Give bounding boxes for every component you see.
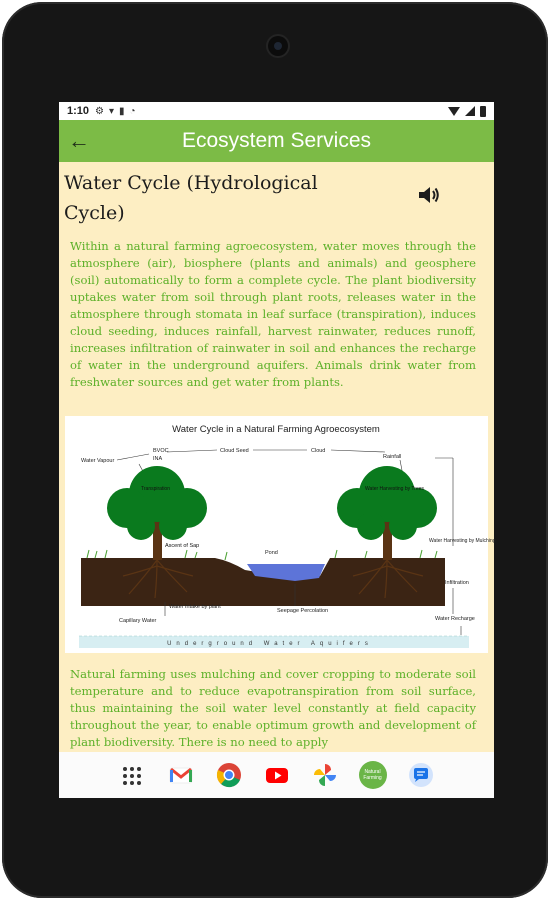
chrome-icon[interactable] xyxy=(215,761,243,789)
diagram-canvas xyxy=(65,416,496,653)
paragraph-mulching: Natural farming uses mulching and cover cropping to moderate soil temperature and to reduce evapotranspiration from soil surface, thus maintaining the soil water level constantly at field capacity throughout the year, to enable optimum growth and development of plant biodiversity. There is no need to apply xyxy=(70,667,476,749)
apps-grid-icon[interactable] xyxy=(119,761,147,789)
label-recharge: Water Recharge xyxy=(435,616,475,622)
status-bar xyxy=(59,102,494,120)
app-title: Ecosystem Services xyxy=(181,129,372,152)
label-capillary: Capillary Water xyxy=(119,618,157,624)
label-infiltration: Infiltration xyxy=(445,580,469,586)
settings-icon: ⚙ xyxy=(95,105,104,117)
shield-icon: ▾ xyxy=(109,105,115,117)
label-transpiration: Transpiration xyxy=(141,486,170,492)
youtube-icon[interactable] xyxy=(263,761,291,789)
label-water-vapour: Water Vapour xyxy=(81,458,115,464)
messages-icon[interactable] xyxy=(407,761,435,789)
label-ina: INA xyxy=(153,456,163,462)
water-cycle-diagram xyxy=(65,416,496,653)
notification-icon: ◔ xyxy=(129,105,136,117)
label-seepage: Seepage Percolation xyxy=(277,608,329,614)
content-area[interactable] xyxy=(59,162,494,752)
gmail-icon[interactable] xyxy=(167,761,195,789)
speaker-icon[interactable] xyxy=(417,184,441,206)
label-pond: Pond xyxy=(265,550,278,556)
paragraph-water-cycle: Within a natural farming agroecosystem, water moves through the atmosphere (air), biosphere (plants and animals) and geosphere (soil) automatically to form a complete cycle. The plant biodiversity uptakes water from soil through plant roots, releases water in the atmosphere through stomata in leaf surface (transpiration), induces cloud seeding, induces rainfall, harvest rainwater, reduces runoff, increases infiltration of rainwater in soil and enhances the recharge of water in the underground aquifers. Animals drink water from freshwater sources and get water from plants. xyxy=(70,239,476,389)
app-dock xyxy=(59,752,494,798)
label-harvest-mulching: Water Harvesting by Mulching xyxy=(429,538,496,544)
label-water-intake: Water Intake by plant xyxy=(169,604,221,610)
label-cloud-seed: Cloud Seed xyxy=(220,448,249,454)
label-rainfall: Rainfall xyxy=(383,454,402,460)
battery-icon xyxy=(480,106,486,117)
diagram-title: Water Cycle in a Natural Farming Agroecosystem xyxy=(172,424,380,435)
label-ascent-sap: Ascent of Sap xyxy=(165,543,200,549)
signal-icon xyxy=(465,106,475,116)
label-harvest-trees: Water Harvesting by Trees xyxy=(365,486,425,492)
screen xyxy=(59,102,494,798)
front-camera xyxy=(268,36,288,56)
section-title: Water Cycle (Hydrological Cycle) xyxy=(64,172,318,224)
arrow-left-icon[interactable]: ← xyxy=(68,128,90,153)
photos-icon[interactable] xyxy=(311,761,339,789)
app-bar xyxy=(59,120,494,162)
tablet-bezel xyxy=(2,2,548,898)
status-time: 1:10 xyxy=(67,105,90,117)
natural-farming-icon[interactable] xyxy=(359,761,387,789)
sim-icon: ▮ xyxy=(119,105,125,117)
wifi-icon xyxy=(448,106,460,116)
label-cloud: Cloud xyxy=(311,448,326,454)
label-bvoc: BVOC xyxy=(153,448,169,454)
natural-farming-label: Natural Farming xyxy=(363,769,382,781)
label-aquifers: Underground Water Aquifers xyxy=(167,641,373,647)
